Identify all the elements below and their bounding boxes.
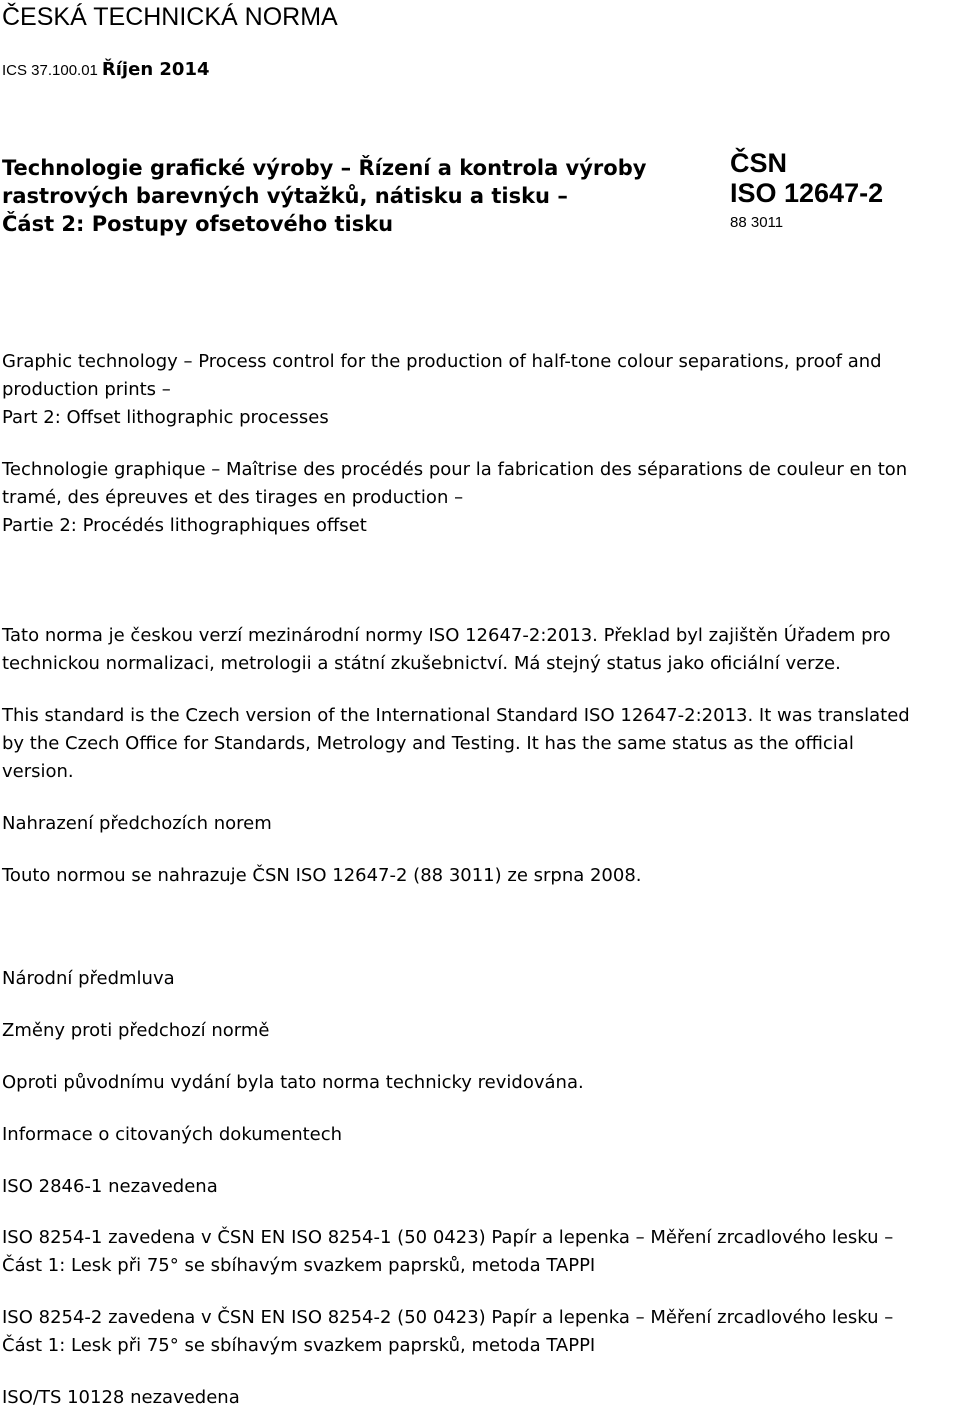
cited-documents-heading: Informace o citovaných dokumentech: [2, 1124, 343, 1145]
cited-document-line: Část 1: Lesk při 75° se sbíhavým svazkem paprsků, metoda TAPPI: [2, 1335, 596, 1356]
czech-title-line: Technologie grafické výroby – Řízení a kontrola výroby: [2, 156, 647, 180]
english-statement-line: This standard is the Czech version of the International Standard ISO 12647-2:2013. It was translated: [2, 705, 910, 726]
csn-label: ČSN: [730, 148, 788, 178]
french-title-line: tramé, des épreuves et des tirages en production –: [2, 487, 464, 508]
czech-title: [2, 154, 702, 238]
cited-document: [2, 1304, 958, 1360]
issue-date: Říjen 2014: [101, 59, 210, 80]
iso-designation: ISO 12647-2: [730, 178, 884, 208]
czech-statement-line: Tato norma je českou verzí mezinárodní normy ISO 12647-2:2013. Překlad byl zajištěn Úřadem pro: [2, 625, 891, 646]
cited-document-line: ISO/TS 10128 nezavedena: [2, 1387, 240, 1408]
changes-text: Oproti původnímu vydání byla tato norma technicky revidována.: [2, 1072, 584, 1093]
ics-code: ICS 37.100.01: [2, 62, 98, 79]
english-title-line: Part 2: Offset lithographic processes: [2, 407, 329, 428]
czech-title-line: rastrových barevných výtažků, nátisku a tisku –: [2, 184, 568, 208]
foreword-heading: Národní předmluva: [2, 968, 175, 989]
standard-designation: [730, 148, 883, 236]
cited-document: [2, 1173, 958, 1201]
english-statement: [2, 702, 958, 786]
replacement-text: Touto normou se nahrazuje ČSN ISO 12647-2 (88 3011) ze srpna 2008.: [2, 865, 642, 886]
french-title: [2, 456, 958, 540]
czech-statement-line: technickou normalizaci, metrologii a státní zkušebnictví. Má stejný status jako oficiální verze.: [2, 653, 841, 674]
english-statement-line: version.: [2, 761, 74, 782]
czech-title-line: Část 2: Postupy ofsetového tisku: [2, 212, 394, 236]
standard-type-heading: ČESKÁ TECHNICKÁ NORMA: [2, 3, 338, 31]
english-statement-line: by the Czech Office for Standards, Metrology and Testing. It has the same status as the official: [2, 733, 854, 754]
cited-document-line: Část 1: Lesk při 75° se sbíhavým svazkem paprsků, metoda TAPPI: [2, 1255, 596, 1276]
ics-line: [2, 60, 210, 81]
cited-document-line: ISO 8254-1 zavedena v ČSN EN ISO 8254-1 (50 0423) Papír a lepenka – Měření zrcadlového lesku –: [2, 1227, 894, 1248]
french-title-line: Partie 2: Procédés lithographiques offset: [2, 515, 367, 536]
cited-document: [2, 1224, 958, 1280]
classification-number: 88 3011: [730, 214, 784, 231]
french-title-line: Technologie graphique – Maîtrise des procédés pour la fabrication des séparations de couleur en ton: [2, 459, 908, 480]
cited-document-line: ISO 2846-1 nezavedena: [2, 1176, 218, 1197]
cited-document-line: ISO 8254-2 zavedena v ČSN EN ISO 8254-2 (50 0423) Papír a lepenka – Měření zrcadlového lesku –: [2, 1307, 894, 1328]
english-title-line: production prints –: [2, 379, 171, 400]
english-title-line: Graphic technology – Process control for the production of half-tone colour separations, proof and: [2, 351, 882, 372]
czech-statement: [2, 622, 958, 678]
english-title: [2, 348, 958, 432]
changes-heading: Změny proti předchozí normě: [2, 1020, 270, 1041]
replacement-heading: Nahrazení předchozích norem: [2, 813, 272, 834]
cited-document: [2, 1384, 958, 1412]
